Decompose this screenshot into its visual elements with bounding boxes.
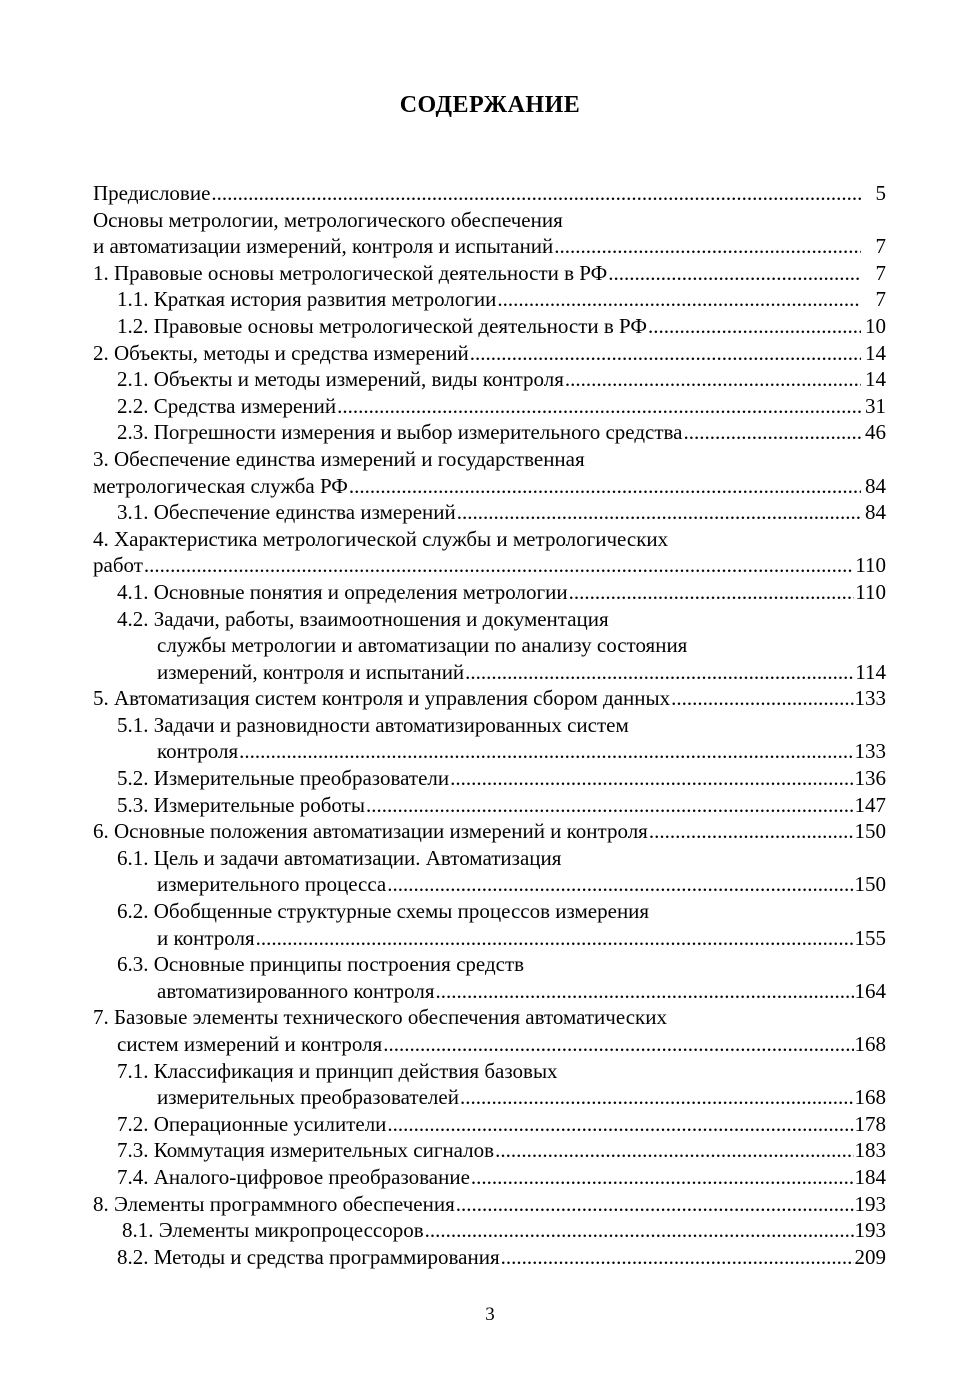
dot-leader [501, 1244, 854, 1271]
toc-entry [93, 579, 886, 606]
toc-entry [93, 1164, 886, 1191]
toc-entry-page: 133 [854, 739, 886, 764]
toc-entry [93, 818, 886, 845]
toc-entry [93, 526, 886, 553]
toc-entry-page: 110 [855, 579, 886, 604]
dot-leader [671, 685, 853, 712]
toc-entry-title: и автоматизации измерений, контроля и испытаний [93, 234, 554, 259]
toc-entry [93, 712, 886, 739]
toc-entry [93, 366, 886, 393]
table-of-contents [93, 180, 886, 1270]
toc-entry [93, 340, 886, 367]
toc-entry-page: 178 [854, 1111, 886, 1136]
dot-leader [366, 792, 854, 819]
toc-entry-title: 8.1. Элементы микропроцессоров [122, 1218, 424, 1243]
dot-leader [497, 286, 861, 313]
toc-entry [93, 446, 886, 473]
dot-leader [471, 1164, 854, 1191]
toc-entry-page: 155 [854, 925, 886, 950]
toc-entry [93, 871, 886, 898]
dot-leader [144, 552, 854, 579]
dot-leader [608, 260, 861, 287]
toc-entry [93, 286, 886, 313]
toc-entry [93, 898, 886, 925]
dot-leader [387, 871, 853, 898]
toc-entry [93, 1031, 886, 1058]
dot-leader [349, 473, 861, 500]
toc-entry [93, 419, 886, 446]
toc-entry [93, 393, 886, 420]
toc-entry-title: 5.1. Задачи и разновидности автоматизированных систем [117, 712, 629, 737]
toc-entry-page: 164 [854, 978, 886, 1003]
toc-entry-page: 110 [855, 553, 886, 578]
dot-leader [456, 1191, 854, 1218]
page-title: СОДЕРЖАНИЕ [399, 92, 581, 118]
toc-entry-title: службы метрологии и автоматизации по анализу состояния [157, 633, 688, 658]
toc-entry [93, 978, 886, 1005]
toc-entry [93, 925, 886, 952]
toc-entry-title: работ [93, 553, 143, 578]
toc-entry-title: 7.4. Аналого-цифровое преобразование [117, 1164, 470, 1189]
dot-leader [450, 765, 853, 792]
toc-entry-page: 114 [855, 659, 886, 684]
toc-entry-title: измерительного процесса [157, 872, 387, 897]
toc-entry-title: и контроля [157, 925, 255, 950]
toc-entry-page: 7 [875, 287, 886, 312]
dot-leader [460, 1084, 854, 1111]
toc-entry-page: 209 [854, 1244, 886, 1269]
dot-leader [684, 419, 862, 446]
toc-entry [93, 1058, 886, 1085]
dot-leader [495, 1137, 853, 1164]
toc-entry-page: 150 [854, 819, 886, 844]
toc-entry-page: 193 [854, 1218, 886, 1243]
toc-entry-page: 7 [875, 234, 886, 259]
toc-entry-page: 168 [854, 1032, 886, 1056]
toc-entry-title: 4.2. Задачи, работы, взаимоотношения и документация [117, 606, 609, 631]
dot-leader [239, 738, 853, 765]
toc-entry-title: 2.2. Средства измерений [117, 393, 337, 418]
toc-entry-title: 7. Базовые элементы технического обеспечения автоматических [93, 1005, 667, 1030]
toc-entry-title: 6. Основные положения автоматизации измерений и контроля [93, 819, 648, 844]
dot-leader [387, 1111, 853, 1138]
dot-leader [565, 366, 861, 393]
toc-entry [93, 951, 886, 978]
toc-entry-page: 14 [865, 340, 886, 365]
toc-entry-title: 5. Автоматизация систем контроля и управления сбором данных [93, 686, 671, 711]
toc-entry-title: контроля [157, 739, 239, 764]
dot-leader [425, 1217, 854, 1244]
toc-entry [93, 313, 886, 340]
toc-entry [93, 1111, 886, 1138]
toc-entry-title: 5.2. Измерительные преобразователи [117, 766, 450, 791]
toc-entry-page: 183 [854, 1138, 886, 1163]
dot-leader [649, 818, 854, 845]
toc-entry [93, 606, 886, 633]
page-number: 3 [485, 1304, 495, 1325]
toc-entry-page: 193 [854, 1191, 886, 1216]
dot-leader [465, 659, 854, 686]
toc-entry [93, 499, 886, 526]
toc-entry [93, 233, 886, 260]
toc-entry [93, 845, 886, 872]
toc-entry [93, 685, 886, 712]
toc-entry-page: 168 [854, 1085, 886, 1110]
dot-leader [470, 340, 861, 367]
toc-entry [93, 1137, 886, 1164]
toc-entry-page: 133 [854, 686, 886, 711]
toc-entry-page: 46 [865, 420, 886, 445]
toc-entry [93, 260, 886, 287]
toc-entry [93, 632, 886, 659]
dot-leader [457, 499, 861, 526]
toc-entry-title: 4.1. Основные понятия и определения метрологии [117, 579, 568, 604]
toc-entry-title: автоматизированного контроля [157, 978, 435, 1003]
toc-entry [93, 738, 886, 765]
dot-leader [436, 978, 854, 1005]
toc-entry [93, 473, 886, 500]
toc-entry-title: Предисловие [93, 181, 211, 205]
toc-entry-title: метрологическая служба РФ [93, 473, 348, 498]
toc-entry [93, 1004, 886, 1031]
toc-entry-title: 1. Правовые основы метрологической деятельности в РФ [93, 260, 608, 285]
dot-leader [569, 579, 855, 606]
toc-entry [93, 1244, 886, 1271]
toc-entry [93, 180, 886, 207]
toc-entry-page: 147 [854, 792, 886, 817]
toc-entry-title: 6.1. Цель и задачи автоматизации. Автоматизация [117, 845, 562, 870]
toc-entry-page: 5 [875, 181, 886, 205]
toc-entry-page: 184 [854, 1164, 886, 1189]
toc-entry-title: 3. Обеспечение единства измерений и государственная [93, 446, 585, 471]
dot-leader [383, 1031, 853, 1058]
toc-entry-title: 7.3. Коммутация измерительных сигналов [117, 1138, 495, 1163]
toc-entry-title: 7.2. Операционные усилители [117, 1111, 387, 1136]
toc-entry-page: 10 [865, 313, 886, 338]
toc-entry-title: 7.1. Классификация и принцип действия базовых [117, 1058, 558, 1083]
toc-entry-page: 31 [865, 393, 886, 418]
toc-entry-title: измерительных преобразователей [157, 1085, 459, 1110]
toc-entry-title: 1.2. Правовые основы метрологической деятельности в РФ [117, 313, 647, 338]
toc-entry-title: Основы метрологии, метрологического обеспечения [93, 207, 563, 232]
toc-entry [93, 1217, 886, 1244]
toc-entry [93, 659, 886, 686]
toc-entry-page: 150 [854, 872, 886, 897]
toc-entry-title: 2.1. Объекты и методы измерений, виды контроля [117, 367, 564, 392]
dot-leader [337, 393, 861, 420]
toc-entry [93, 552, 886, 579]
toc-entry-page: 84 [865, 473, 886, 498]
toc-entry-page: 136 [854, 766, 886, 791]
toc-entry-title: 4. Характеристика метрологической службы и метрологических [93, 526, 669, 551]
toc-entry-title: систем измерений и контроля [117, 1032, 383, 1056]
toc-entry-page: 84 [865, 500, 886, 525]
toc-entry [93, 207, 886, 234]
toc-entry-title: 8. Элементы программного обеспечения [93, 1191, 455, 1216]
toc-entry [93, 1084, 886, 1111]
toc-entry-title: 2. Объекты, методы и средства измерений [93, 340, 469, 365]
toc-entry-title: измерений, контроля и испытаний [157, 659, 465, 684]
toc-entry [93, 792, 886, 819]
toc-entry-title: 2.3. Погрешности измерения и выбор измерительного средства [117, 420, 683, 445]
toc-entry-title: 1.1. Краткая история развития метрологии [117, 287, 497, 312]
toc-entry-title: 6.3. Основные принципы построения средств [117, 952, 525, 977]
toc-entry-title: 5.3. Измерительные роботы [117, 792, 365, 817]
toc-entry-title: 8.2. Методы и средства программирования [117, 1244, 500, 1269]
toc-entry-title: 3.1. Обеспечение единства измерений [117, 500, 456, 525]
dot-leader [256, 925, 854, 952]
toc-entry-page: 7 [875, 260, 886, 285]
toc-entry [93, 1191, 886, 1218]
dot-leader [648, 313, 861, 340]
toc-entry-title: 6.2. Обобщенные структурные схемы процессов измерения [117, 899, 650, 924]
toc-entry [93, 765, 886, 792]
toc-entry-page: 14 [865, 367, 886, 392]
dot-leader [554, 233, 861, 260]
dot-leader [211, 180, 861, 207]
